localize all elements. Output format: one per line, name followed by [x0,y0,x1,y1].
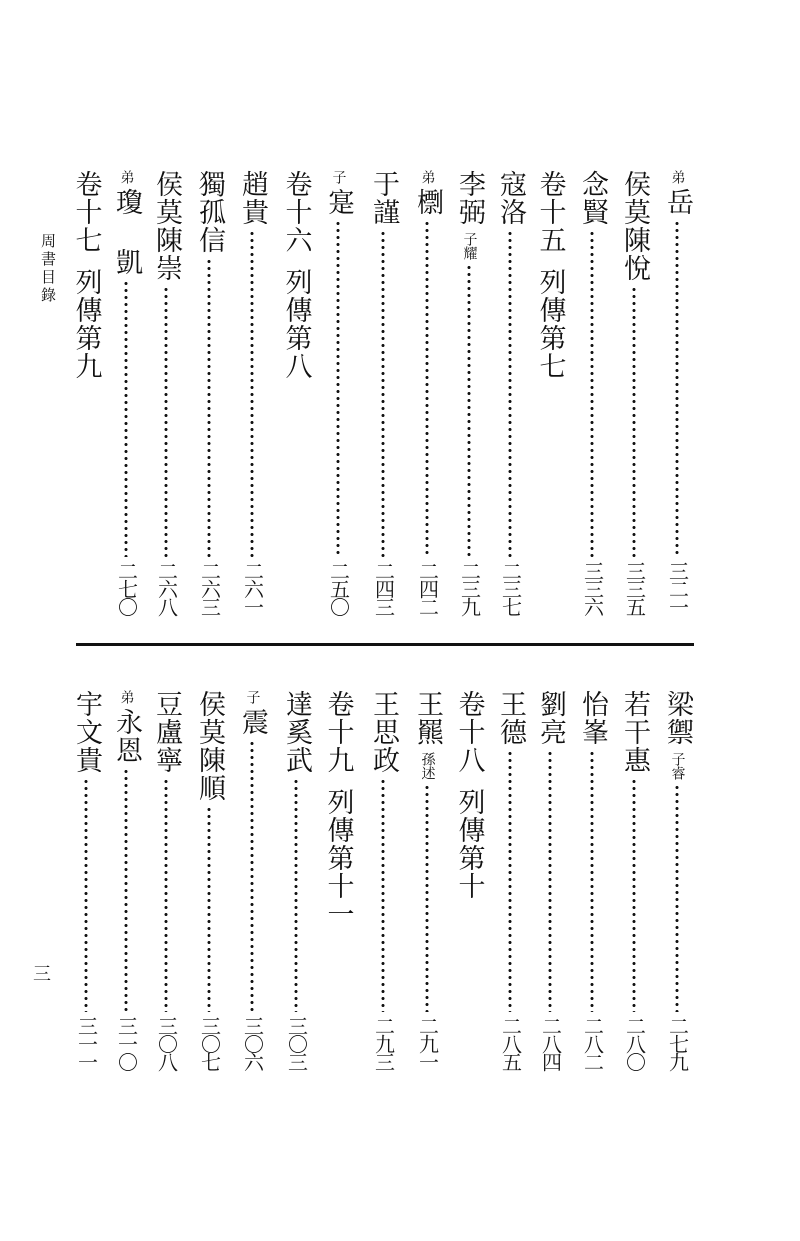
leader-dots [164,286,168,557]
page-reference: 二六一 [240,561,265,615]
leader-dots [632,778,636,1012]
relation-prefix: 弟 [118,170,135,184]
volume-heading [68,170,104,625]
appended-person: 子睿 [669,752,686,780]
person-name: 王羆 [412,690,443,746]
person-name: 王思政 [368,690,399,774]
person-name: 怡峯 [577,690,608,746]
page-reference: 三三五 [622,561,647,615]
page-reference: 二三九 [457,561,482,615]
volume-heading-text [67,170,106,430]
toc-entry [108,690,144,1080]
toc-entry [492,170,528,625]
toc-entry [616,690,652,1080]
person-name: 侯莫陳順 [194,690,225,802]
page-reference: 二九一 [415,1016,440,1070]
person-name: 豆盧寧 [151,690,182,774]
person-name: 岳 [662,188,693,216]
page-reference: 二四三 [371,561,396,615]
toc-entry [409,690,445,1080]
leader-dots [250,230,254,557]
leader-dots [336,220,340,557]
person-name: 于謹 [368,170,399,226]
toc-entry [278,690,314,1080]
page-reference: 二三七 [498,561,523,615]
person-name: 劉亮 [535,690,566,746]
toc-entry [365,170,401,625]
person-name: 檦 [412,188,443,216]
leader-dots [467,264,471,557]
person-name: 寔 [323,188,354,216]
toc-entry [234,170,270,625]
leader-dots [294,778,298,1012]
person-name: 獨孤信 [194,170,225,254]
volume-number: 卷十五 [534,170,566,254]
volume-number: 卷十九 [322,690,354,774]
leader-dots [164,778,168,1012]
page-reference: 三二一 [665,561,690,615]
relation-prefix: 子 [244,690,261,704]
volume-number: 卷十七 [70,170,102,254]
leader-dots [508,750,512,1012]
page-reference: 三〇三 [284,1016,309,1070]
leader-dots [84,778,88,1012]
leader-dots [425,220,429,557]
volume-number: 卷十八 [453,690,485,774]
appended-person: 子耀 [461,232,478,260]
leader-dots [381,778,385,1012]
toc-entry [616,170,652,625]
volume-heading-text [277,170,316,430]
leader-dots [632,286,636,557]
volume-number: 卷十六 [280,170,312,254]
toc-entry [148,170,184,625]
page-reference: 三〇八 [154,1016,179,1070]
volume-heading-text [531,170,570,430]
relation-prefix: 弟 [419,170,436,184]
leader-dots [381,230,385,557]
page-reference: 二五〇 [326,561,351,615]
person-name: 寇洛 [495,170,526,226]
toc-entry [365,690,401,1080]
toc-entry [148,690,184,1080]
page-reference: 二七九 [665,1016,690,1070]
toc-entry [532,690,568,1080]
volume-heading [532,170,568,625]
page-reference: 三〇六 [240,1016,265,1070]
person-name: 若干惠 [619,690,650,774]
leader-dots [508,230,512,557]
chapter-title: 列傳第九 [70,268,102,380]
page-reference: 二八五 [498,1016,523,1070]
volume-heading-text [450,690,489,950]
toc-entry [574,170,610,625]
leader-dots [425,784,429,1012]
toc-entry [68,690,104,1080]
page-reference: 三〇七 [197,1016,222,1070]
leader-dots [207,806,211,1012]
appended-person: 孫述 [419,752,436,780]
person-name: 侯莫陳崇 [151,170,182,282]
person-name: 瓊 凱 [111,188,142,276]
toc-entry [451,170,487,625]
page-reference: 三一〇 [114,1016,139,1070]
person-name: 宇文貴 [71,690,102,774]
relation-prefix: 弟 [118,690,135,704]
page-reference: 二八二 [580,1016,605,1070]
relation-prefix: 子 [330,170,347,184]
toc-entry [320,170,356,625]
leader-dots [548,750,552,1012]
leader-dots [207,258,211,557]
page-reference: 二九三 [371,1016,396,1070]
volume-heading [278,170,314,625]
toc-entry [574,690,610,1080]
leader-dots [675,220,679,557]
volume-heading-text [319,690,358,950]
page-reference: 二四二 [415,561,440,615]
page-reference: 二八四 [538,1016,563,1070]
leader-dots [590,750,594,1012]
toc-entry [409,170,445,625]
person-name: 侯莫陳悅 [619,170,650,282]
chapter-title: 列傳第八 [280,268,312,380]
running-head: 周書目錄 [39,233,57,305]
chapter-title: 列傳第十 [453,788,485,900]
toc-entry [659,690,695,1080]
page-reference: 三一一 [74,1016,99,1070]
person-name: 震 [237,708,268,736]
person-name: 趙貴 [237,170,268,226]
volume-heading [451,690,487,1080]
leader-dots [590,230,594,557]
toc-entry [191,170,227,625]
register-divider [76,643,694,646]
leader-dots [675,784,679,1012]
person-name: 永恩 [111,708,142,764]
page-reference: 二六三 [197,561,222,615]
leader-dots [250,740,254,1012]
person-name: 李弼 [454,170,485,226]
leader-dots [124,280,128,557]
toc-entry [191,690,227,1080]
person-name: 念賢 [577,170,608,226]
page-reference: 二七〇 [114,561,139,615]
chapter-title: 列傳第十一 [322,788,354,928]
person-name: 達奚武 [281,690,312,774]
toc-entry [492,690,528,1080]
toc-entry [234,690,270,1080]
page-reference: 二八〇 [622,1016,647,1070]
volume-heading [320,690,356,1080]
page-number: 三 [33,964,51,985]
leader-dots [124,768,128,1012]
page-reference: 三三六 [580,561,605,615]
person-name: 梁禦 [662,690,693,746]
chapter-title: 列傳第七 [534,268,566,380]
toc-entry [659,170,695,625]
person-name: 王德 [495,690,526,746]
page-reference: 二六八 [154,561,179,615]
relation-prefix: 弟 [669,170,686,184]
toc-entry [108,170,144,625]
